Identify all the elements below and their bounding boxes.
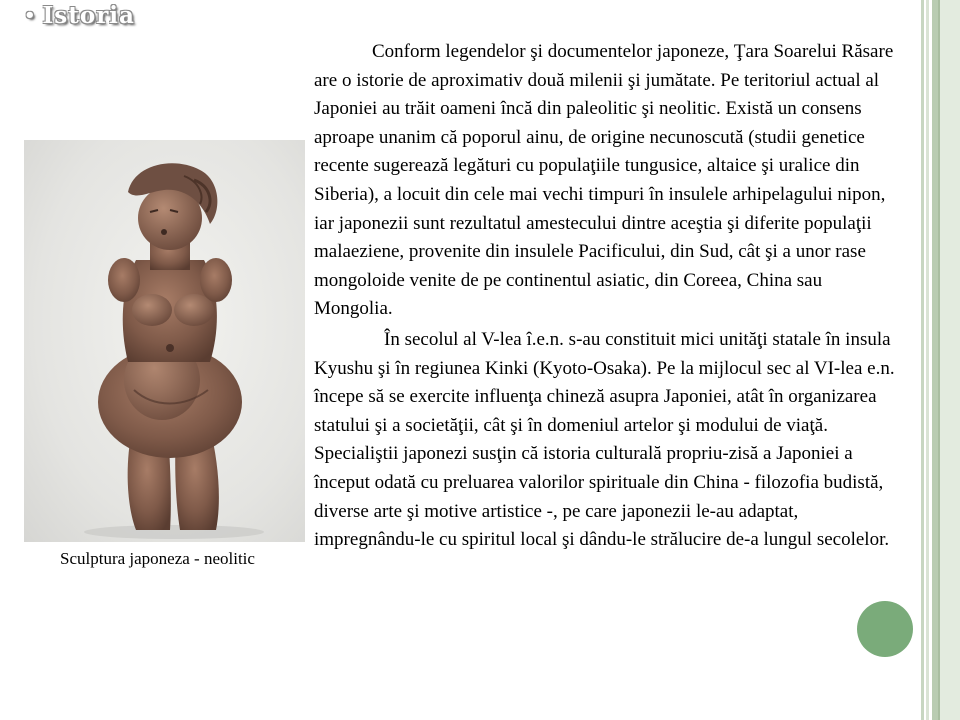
border-stripe: [938, 0, 960, 720]
slide-title: [24, 2, 135, 29]
slide-title-text: Istoria: [42, 2, 135, 29]
figurine-illustration: [24, 140, 305, 542]
decorative-circle: [857, 601, 913, 657]
paragraph-legend: Conform legendelor şi documentelor japoneze, Ţara Soarelui Răsare are o istorie de aproximativ două milenii şi jumătate. Pe teritoriul actual al Japoniei au trăit oameni încă din paleolitic şi neolitic. Există un consens aproape unanim că poporul ainu, de origine necunoscută (studii genetice recente sugerează legături cu populaţiile tungusice, altaice şi uralice din Siberia), a locuit din cele mai vechi timpuri în insulele arhipelagului nipon, iar japonezii sunt rezultatul amestecului dintre aceştia şi diferite populaţii malaeziene, provenite din insulele Pacificului, din Sud, cât şi a unor rase mongoloide venite de pe continentul asiatic, din Coreea, China sau Mongolia.: [314, 41, 894, 320]
border-stripe: [921, 0, 924, 720]
border-stripe: [926, 0, 929, 720]
decorative-border: [916, 0, 960, 720]
image-caption: Sculptura japoneza - neolitic: [60, 549, 255, 568]
neolithic-sculpture-image: [24, 140, 305, 542]
body-text: [314, 38, 904, 555]
title-bullet: •: [24, 5, 37, 26]
paragraph-history: În secolul al V-lea î.e.n. s-au constituit mici unităţi statale în insula Kyushu şi în regiunea Kinki (Kyoto-Osaka). Pe la mijlocul sec al VI-lea e.n. începe să se exercite influenţa chineză asupra Japoniei, atât în organizarea statului şi a societăţii, cât şi în domeniul artelor şi modului de viaţă. Specialiştii japonezi susţin că istoria culturală propriu-zisă a Japoniei a început odată cu preluarea valorilor spirituale din China - filozofia budistă, diverse arte şi motive artistice -, pe care japonezii le-au adaptat, impregnându-le cu spiritul local şi dându-le strălucire de-a lungul secolelor.: [314, 328, 895, 551]
